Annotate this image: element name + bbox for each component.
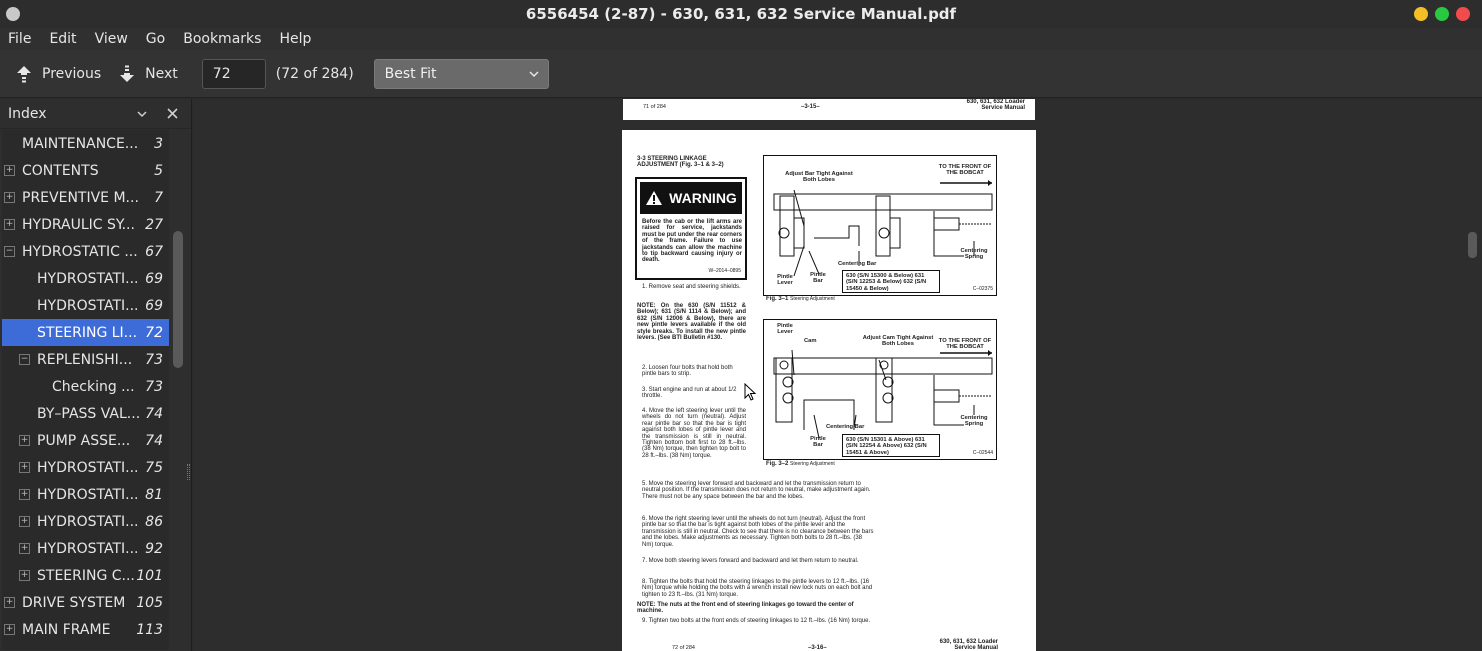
- title-bar: [0, 0, 1482, 28]
- sidebar-title: Index: [8, 105, 47, 122]
- expand-icon[interactable]: +: [20, 489, 29, 499]
- expand-icon[interactable]: +: [5, 624, 14, 634]
- warning-triangle-icon: [645, 190, 663, 206]
- window-controls: [1414, 7, 1470, 21]
- expand-icon[interactable]: +: [20, 435, 29, 445]
- tree-item[interactable]: HYDROSTATI... 69: [37, 270, 163, 287]
- menu-edit[interactable]: Edit: [49, 31, 77, 47]
- expand-icon[interactable]: +: [20, 516, 29, 526]
- expand-icon[interactable]: +: [5, 165, 14, 175]
- pdf-page-71: 71 of 284 –3-15– 630, 631, 632 Loader Service Manual: [623, 99, 1035, 120]
- close-icon[interactable]: [166, 107, 179, 120]
- index-tree: [2, 130, 169, 650]
- window-title: 6556454 (2-87) - 630, 631, 632 Service Manual.pdf: [525, 5, 957, 23]
- warning-box: [635, 177, 747, 280]
- menu-file[interactable]: File: [8, 31, 32, 47]
- page-number-input[interactable]: [202, 59, 266, 89]
- warning-code: W–2014–0895: [708, 268, 741, 274]
- collapse-icon[interactable]: −: [5, 246, 14, 256]
- collapse-icon[interactable]: −: [20, 354, 29, 364]
- page-count: (72 of 284): [275, 65, 354, 82]
- section-heading: 3-3 STEERING LINKAGE ADJUSTMENT (Fig. 3–1 & 3–2): [637, 156, 724, 169]
- tree-item-selected[interactable]: STEERING LI... 72: [2, 319, 169, 346]
- tree-item[interactable]: + HYDROSTATI... 81: [20, 486, 163, 503]
- tree-item[interactable]: + HYDROSTATI... 86: [20, 513, 163, 530]
- expand-icon[interactable]: +: [5, 219, 14, 229]
- previous-label: Previous: [42, 65, 102, 82]
- menu-help[interactable]: Help: [279, 31, 312, 47]
- tree-item[interactable]: BY–PASS VAL... 74: [37, 405, 163, 422]
- document-view[interactable]: [193, 99, 1482, 651]
- menu-bar: [0, 28, 1482, 50]
- tree-item[interactable]: + HYDROSTATI... 92: [20, 540, 163, 557]
- expand-icon[interactable]: +: [5, 192, 14, 202]
- document-scrollbar[interactable]: [1468, 232, 1477, 258]
- tree-item[interactable]: + PUMP ASSE... 74: [20, 432, 163, 449]
- previous-button[interactable]: [8, 57, 107, 91]
- tree-item[interactable]: Checking ... 73: [52, 378, 163, 395]
- warning-text: Before the cab or the lift arms are raised for service, jackstands must be put under the rear corners of the frame. Failure to use jackstands can allow the machine to tip backward causing injury or death.: [642, 219, 742, 264]
- tree-item[interactable]: + MAIN FRAME 113: [5, 621, 163, 638]
- toolbar: [0, 50, 1482, 98]
- zoom-select[interactable]: [374, 59, 549, 89]
- tree-item[interactable]: + HYDROSTATI... 75: [20, 459, 163, 476]
- menu-go[interactable]: Go: [145, 31, 166, 47]
- tree-item[interactable]: − REPLENISHI... 73: [20, 351, 163, 368]
- chevron-down-icon: [528, 68, 540, 80]
- sidebar-scrollbar[interactable]: [173, 231, 183, 368]
- sidebar-header: [0, 99, 191, 129]
- window-menu-button[interactable]: [6, 7, 20, 21]
- sidebar: [0, 99, 192, 651]
- warning-title: WARNING: [669, 190, 737, 206]
- tree-item[interactable]: + DRIVE SYSTEM 105: [5, 594, 163, 611]
- pdf-page-72: 3-3 STEERING LINKAGE ADJUSTMENT (Fig. 3–1 & 3–2) WARNING Before the cab or the lift arms are raised for service, jackstands must be put under the rear corners of the frame. Failure to use jackstands can allow the machine to tip backward causing injury or death. W–2014–0895 1. Remove seat and steering shields. NOTE: On the 630 (S/N 11512 & Below); 631 (S/N 1114 & Below); and 632 (S/N 12006 & Below), there are new pintle levers available if the old style breaks. To install the new pintle levers. (See BTI Bulletin #130. 2. Loosen four bolts that hold both pintle bars to strip. 3. Start engine and run at about 1/2 throttle. 4. Move the left steering lever until the wheels do not turn (neutral). Adjust rear pintle bar so that the bar is tight against both lobes of pintle lever and the transmission is still in neutral. Tighten bottom bolt first to 28 ft.–lbs. (38 Nm) torque, then tighten top bolt to 28 ft.–lbs. (38 Nm) torque. 5. Move the steering lever forward and backward and let the transmission return to neutral position. If the transmission does not return to neutral, make adjustment again. There must not be any space between the bar and the lobes. 6. Move the right steering lever until the wheels do not turn (neutral). Adjust the front pintle bar so that the bar is tight against both lobes of the pintle lever and the transmission is still in neutral. Check to see that there is no clearance between the bars and the lobes. Make adjustments as necessary. Tighten both bolts to 28 ft.–lbs. (38 Nm) torque. 7. Move both steering levers forward and backward and let them return to neutral. 8. Tighten the bolts that hold the steering linkages to the pintle levers to 12 ft.–lbs. (16 Nm) torque while holding the bolts with a wrench install new lock nuts on each bolt and tighten to 23 ft.–lbs. (31 Nm) torque. NOTE: The nuts at the front end of steering linkages go toward the center of machine. 9. Tighten two bolts at the front ends of steering linkages to 12 ft.–lbs. (16 Nm) torque. Adjust Bar Tight Against Both Lobes TO THE FRONT OF THE BOBCAT Pintle Lever Pintle Bar Centering Bar Centering Spring 630 (S/N 15300 & Below) 631 (S/N 12253 & Below) 632 (S/N 15450 & Below) C–02375 Fig. 3–1 Steering Adjustment Pintle Lever Cam Adjust Cam Tight Against Both Lobes TO THE FRONT OF THE BOBCAT Pintle Bar Centering Bar Centering Spring 630 (S/N 15301 & Above) 631 (S/N 12254 & Above) 632 (S/N 15451 & Above) C–02544 Fig. 3–2 Steering Adjustment 72 of 284 –3-16– 630, 631, 632 Loader Service Manual: [622, 130, 1036, 651]
- tree-item[interactable]: + HYDRAULIC SY... 27: [5, 216, 163, 233]
- tree-item[interactable]: MAINTENANCE... 3: [22, 135, 163, 152]
- chevron-down-icon[interactable]: [136, 108, 148, 120]
- menu-bookmarks[interactable]: Bookmarks: [183, 31, 262, 47]
- maximize-button[interactable]: [1435, 7, 1449, 21]
- expand-icon[interactable]: +: [20, 543, 29, 553]
- expand-icon[interactable]: +: [20, 570, 29, 580]
- tree-item[interactable]: + PREVENTIVE M... 7: [5, 189, 163, 206]
- expand-icon[interactable]: +: [5, 597, 14, 607]
- expand-icon[interactable]: +: [20, 462, 29, 472]
- tree-item[interactable]: − HYDROSTATIC ... 67: [5, 243, 163, 260]
- close-window-button[interactable]: [1456, 7, 1470, 21]
- menu-view[interactable]: View: [94, 31, 128, 47]
- next-label: Next: [145, 65, 178, 82]
- tree-item[interactable]: HYDROSTATI... 69: [37, 297, 163, 314]
- tree-item[interactable]: + STEERING C... 101: [20, 567, 163, 584]
- minimize-button[interactable]: [1414, 7, 1428, 21]
- sidebar-resize-handle[interactable]: [187, 464, 190, 480]
- next-button[interactable]: [111, 57, 184, 91]
- mouse-cursor-icon: [744, 383, 756, 401]
- figure-3-1: Adjust Bar Tight Against Both Lobes TO THE FRONT OF THE BOBCAT Pintle Lever Pintle Bar Centering Bar Centering Spring 630 (S/N 15300 & Below) 631 (S/N 12253 & Below) 632 (S/N 15450 & Below) C–02375: [763, 155, 997, 296]
- zoom-value: Best Fit: [384, 65, 437, 82]
- arrow-down-icon: [117, 64, 137, 84]
- arrow-up-icon: [14, 64, 34, 84]
- figure-3-2: Pintle Lever Cam Adjust Cam Tight Against Both Lobes TO THE FRONT OF THE BOBCAT Pintle Bar Centering Bar Centering Spring 630 (S/N 15301 & Above) 631 (S/N 12254 & Above) 632 (S/N 15451 & Above) C–02544: [763, 319, 997, 460]
- tree-item[interactable]: + CONTENTS 5: [5, 162, 163, 179]
